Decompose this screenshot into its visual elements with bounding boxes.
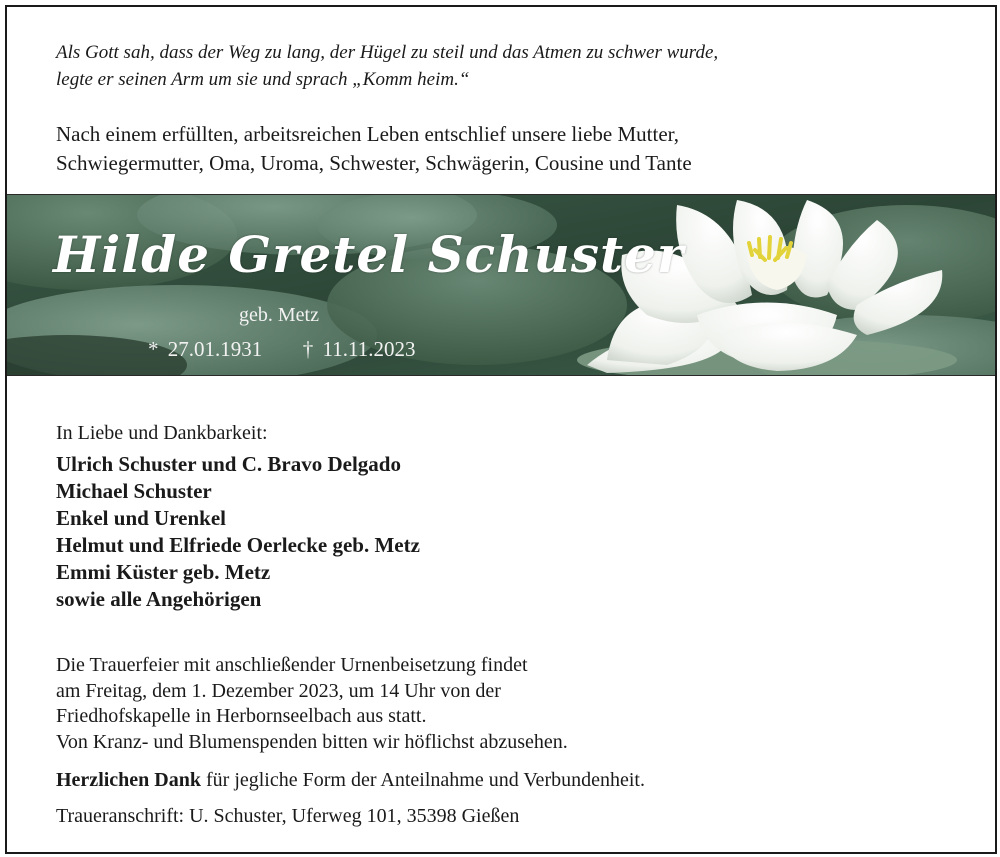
- ceremony-line: Friedhofskapelle in Herbornseelbach aus statt.: [56, 705, 427, 727]
- family-member: Michael Schuster: [56, 479, 212, 503]
- poem-line: Als Gott sah, dass der Weg zu lang, der Hügel zu steil und das Atmen zu schwer wurde,: [56, 42, 719, 63]
- intro-line: Nach einem erfüllten, arbeitsreichen Leben entschlief unsere liebe Mutter,: [56, 122, 680, 146]
- death-symbol: †: [302, 337, 314, 361]
- poem-quote: [56, 39, 956, 93]
- birth-date: 27.01.1931: [167, 337, 263, 361]
- birth-name: geb. Metz: [239, 304, 319, 326]
- family-list: [56, 451, 420, 613]
- gratitude-rest: für jegliche Form der Anteilnahme und Verbundenheit.: [201, 769, 645, 791]
- name-banner: [7, 194, 995, 376]
- intro-text: [56, 120, 956, 178]
- ceremony-line: am Freitag, dem 1. Dezember 2023, um 14 Uhr von der: [56, 679, 501, 702]
- deceased-name: Hilde Gretel Schuster: [53, 225, 685, 284]
- family-member: sowie alle Angehörigen: [56, 587, 262, 611]
- birth-symbol: *: [148, 337, 159, 361]
- gratitude-text: [56, 767, 645, 793]
- family-member: Helmut und Elfriede Oerlecke geb. Metz: [56, 533, 420, 557]
- obituary-card: [5, 5, 997, 854]
- gratitude-bold: Herzlichen Dank: [56, 769, 201, 791]
- death-date: 11.11.2023: [322, 337, 416, 361]
- mourning-address: Traueranschrift: U. Schuster, Uferweg 101, 35398 Gießen: [56, 805, 520, 827]
- family-member: Emmi Küster geb. Metz: [56, 560, 271, 584]
- ceremony-info: [56, 653, 568, 755]
- ceremony-line: Von Kranz- und Blumenspenden bitten wir höflichst abzusehen.: [56, 730, 568, 753]
- thanks-label: In Liebe und Dankbarkeit:: [56, 422, 268, 444]
- intro-line: Schwiegermutter, Oma, Uroma, Schwester, Schwägerin, Cousine und Tante: [56, 151, 692, 175]
- life-dates: [148, 337, 415, 362]
- family-member: Ulrich Schuster und C. Bravo Delgado: [56, 452, 401, 476]
- ceremony-line: Die Trauerfeier mit anschließender Urnenbeisetzung findet: [56, 654, 528, 676]
- poem-line: legte er seinen Arm um sie und sprach „Komm heim.“: [56, 69, 470, 90]
- family-member: Enkel und Urenkel: [56, 506, 226, 530]
